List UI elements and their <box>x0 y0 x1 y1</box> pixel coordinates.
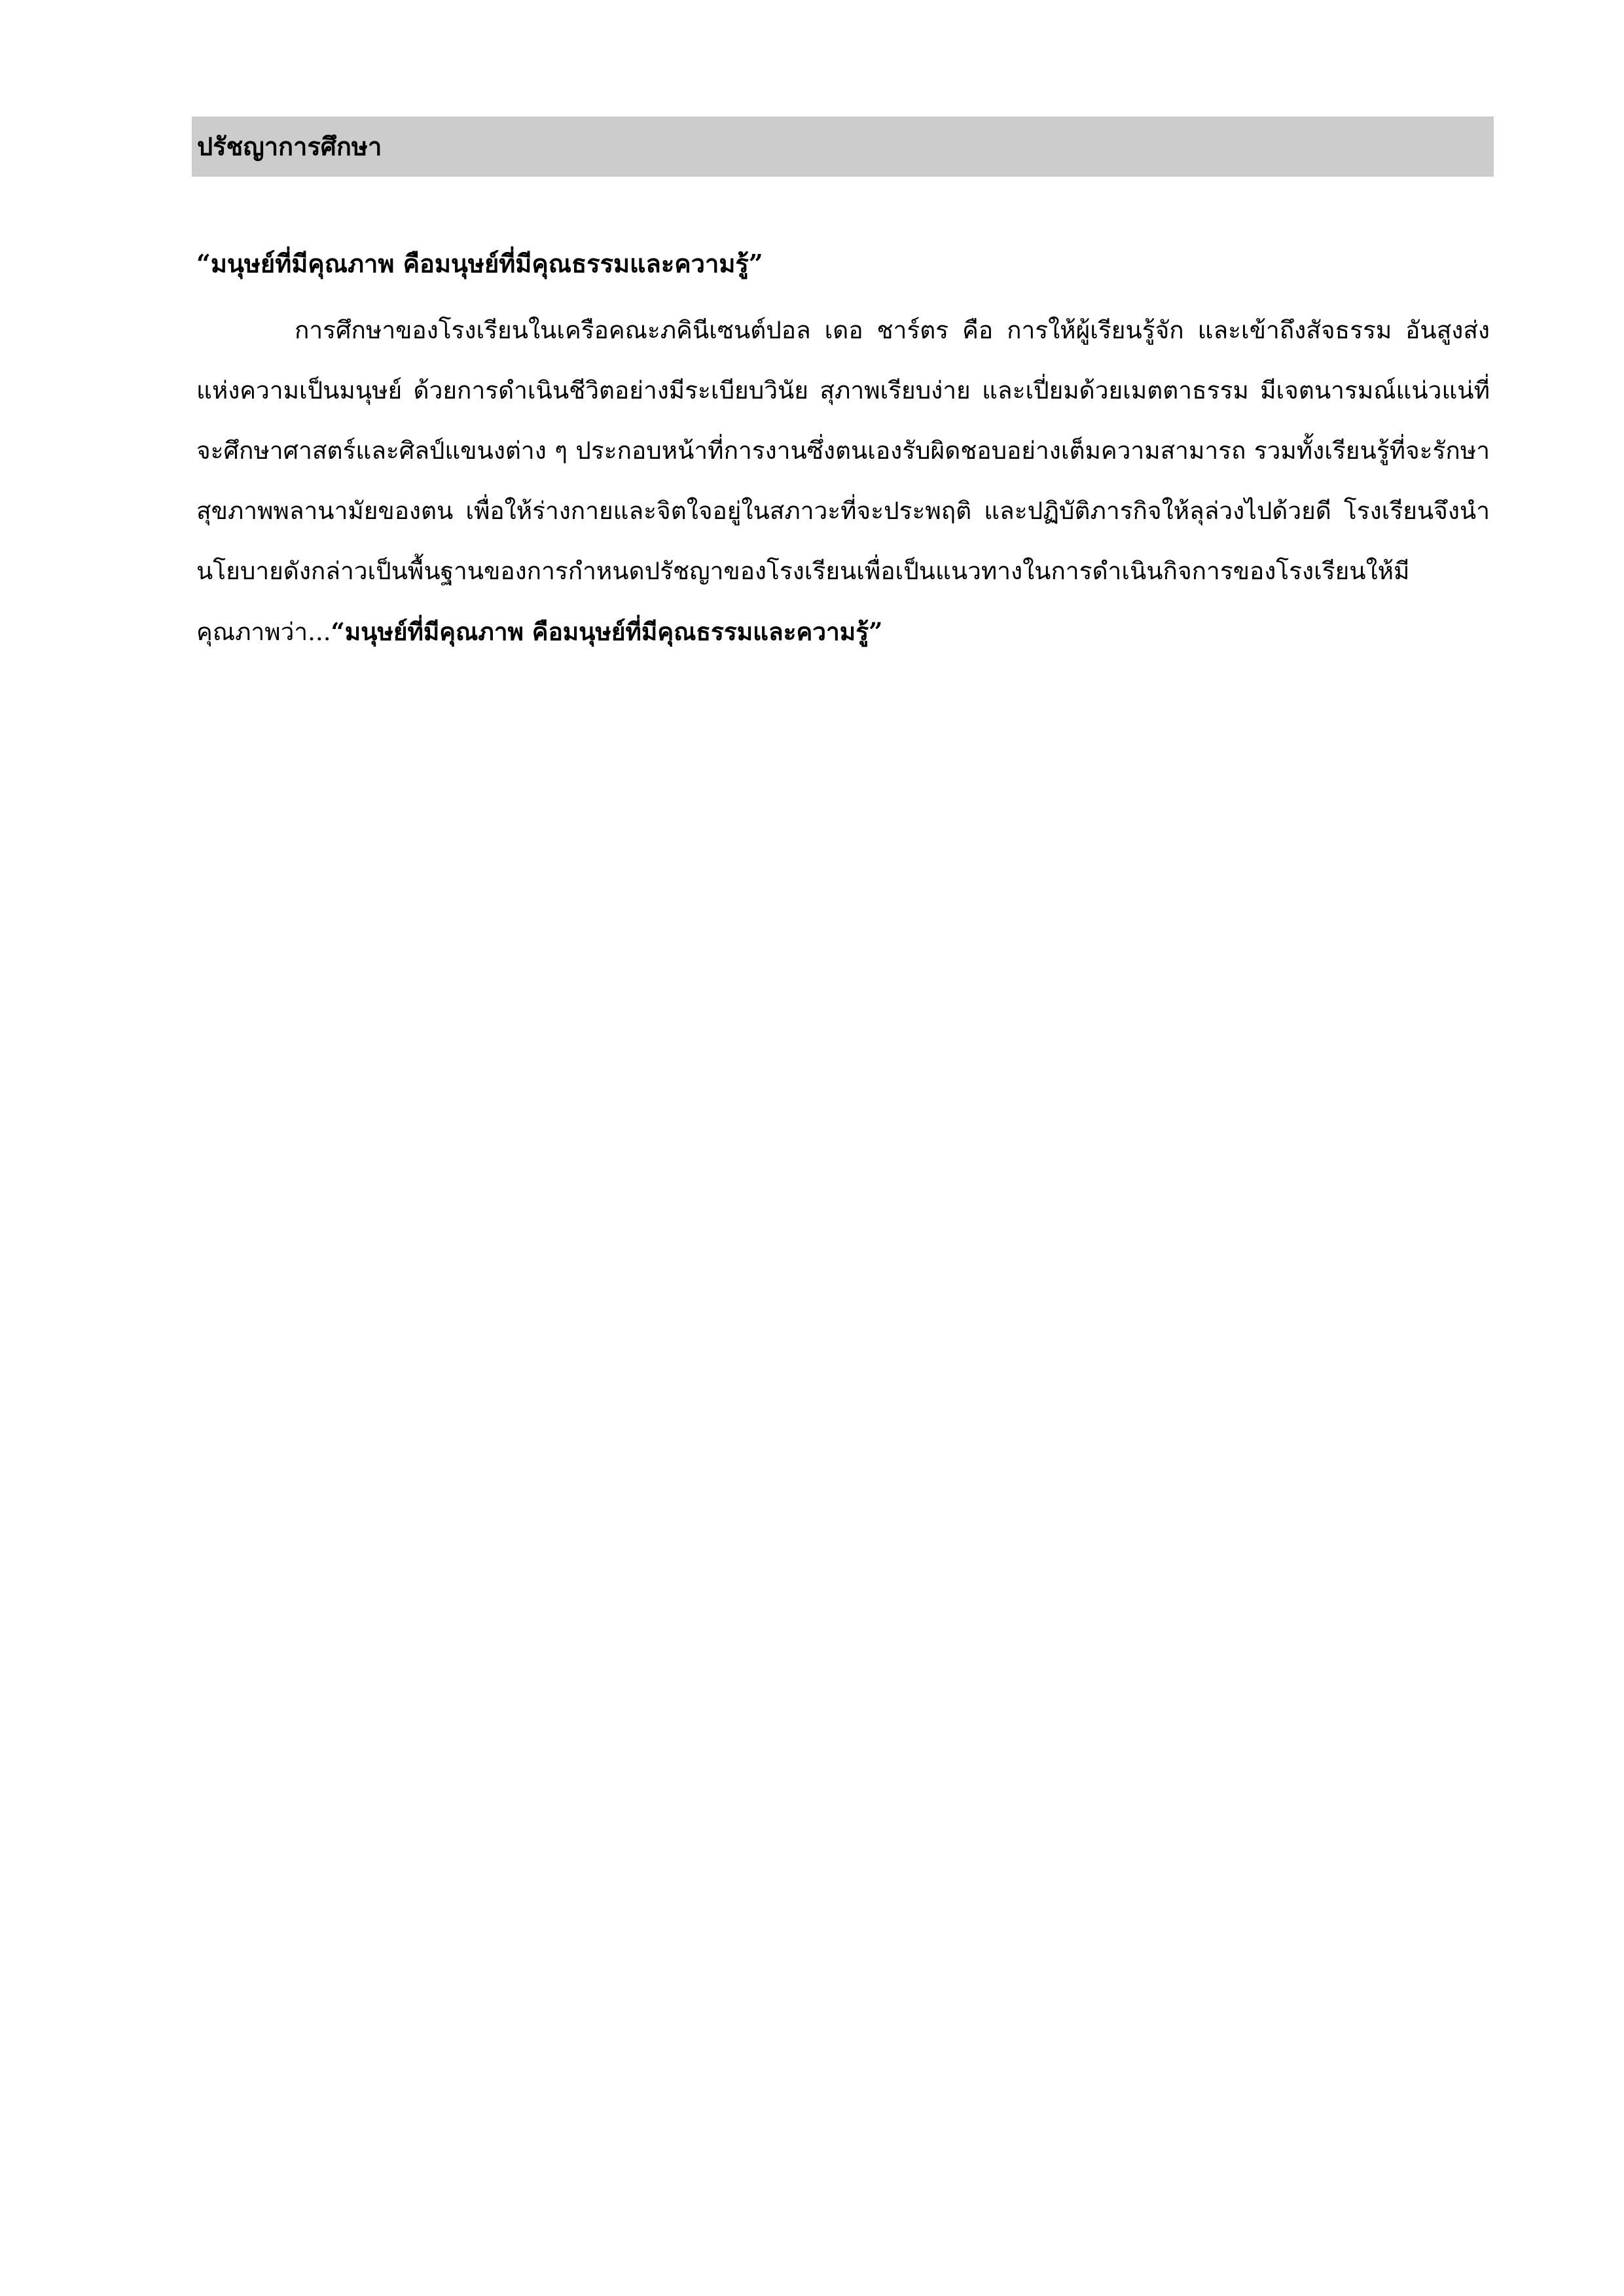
motto-line: “มนุษย์ที่มีคุณภาพ คือมนุษย์ที่มีคุณธรรมและความรู้” <box>196 249 763 278</box>
section-heading: ปรัชญาการศึกษา <box>197 132 382 161</box>
philosophy-paragraph <box>196 300 1490 662</box>
paragraph-closing-motto: “มนุษย์ที่มีคุณภาพ คือมนุษย์ที่มีคุณธรรมและความรู้” <box>331 617 883 646</box>
section-heading-bar <box>192 117 1494 177</box>
paragraph-body: การศึกษาของโรงเรียนในเครือคณะภคินีเซนต์ปอล เดอ ชาร์ตร คือ การให้ผู้เรียนรู้จัก และเข้าถึงสัจธรรม อันสูงส่งแห่งความเป็นมนุษย์ ด้วยการดำเนินชีวิตอย่างมีระเบียบวินัย สุภาพเรียบง่าย และเปี่ยมด้วยเมตตาธรรม มีเจตนารมณ์แน่วแน่ที่จะศึกษาศาสตร์และศิลป์แขนงต่าง ๆ ประกอบหน้าที่การงานซึ่งตนเองรับผิดชอบอย่างเต็มความสามารถ รวมทั้งเรียนรู้ที่จะรักษาสุขภาพพลานามัยของตน เพื่อให้ร่างกายและจิตใจอยู่ในสภาวะที่จะประพฤติ และปฏิบัติภารกิจให้ลุล่วงไปด้วยดี โรงเรียนจึงนำนโยบายดังกล่าวเป็นพื้นฐานของการกำหนดปรัชญาของโรงเรียนเพื่อเป็นแนวทางในการดำเนินกิจการของโรงเรียนให้มีคุณภาพว่า... <box>196 316 1490 646</box>
